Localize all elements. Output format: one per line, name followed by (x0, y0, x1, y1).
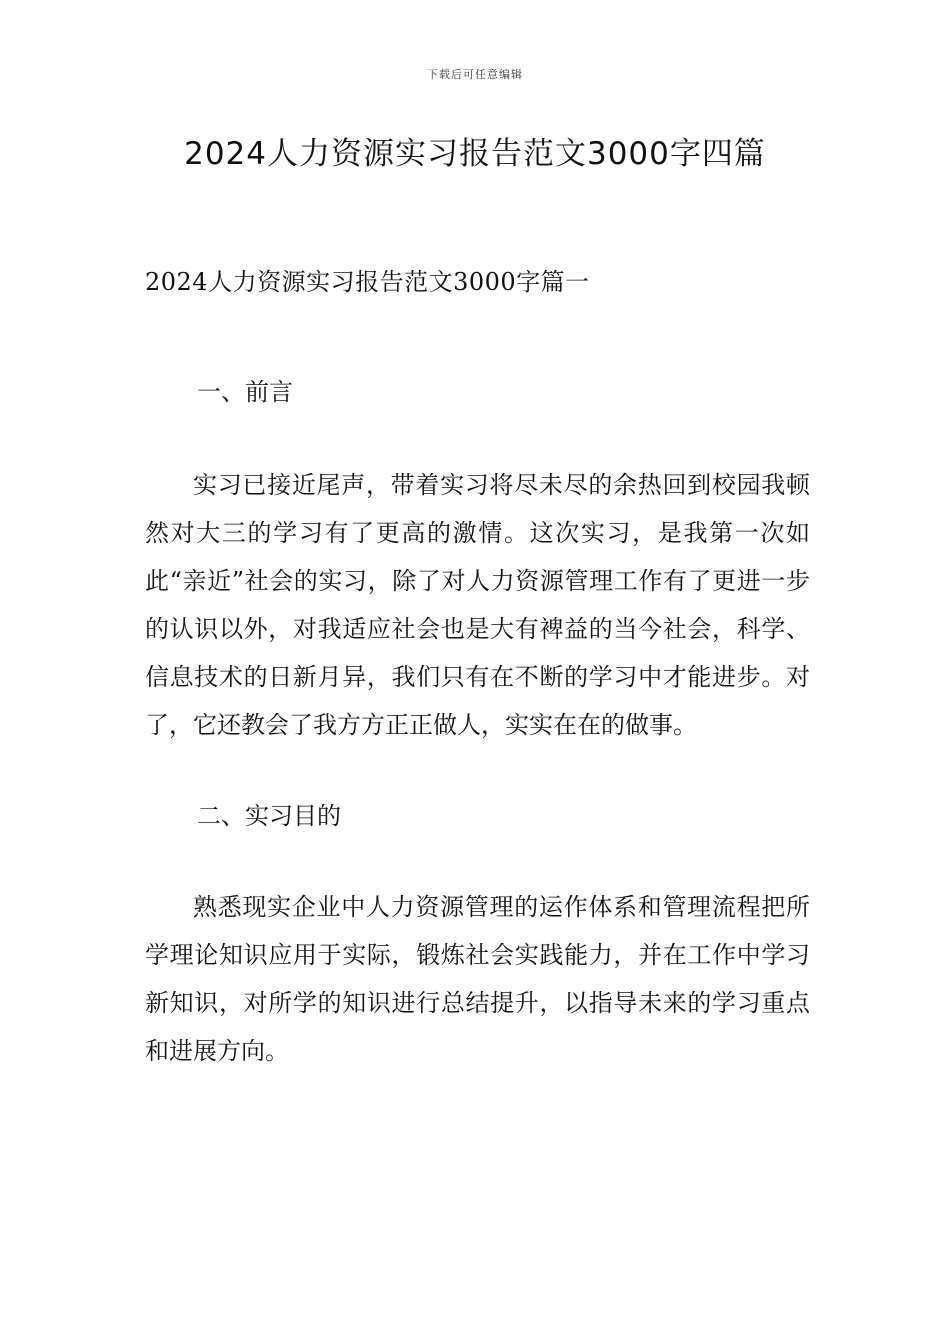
spacer (145, 749, 810, 792)
spacer (145, 840, 810, 883)
section-heading-preface: 一、前言 (197, 378, 293, 406)
document-title: 2024人力资源实习报告范文3000字四篇 (184, 136, 766, 172)
spacer (145, 416, 810, 461)
section-heading-purpose: 二、实习目的 (197, 802, 341, 830)
spacer (145, 306, 810, 368)
header-note: 下载后可任意编辑 (427, 68, 523, 81)
part-title: 2024人力资源实习报告范文3000字篇一 (145, 268, 590, 296)
paragraph-purpose: 熟悉现实企业中人力资源管理的运作体系和管理流程把所学理论知识应用于实际，锻炼社会实践能力，并在工作中学习新知识，对所学的知识进行总结提升，以指导未来的学习重点和进展方向。 (145, 893, 810, 1065)
paragraph-preface: 实习已接近尾声，带着实习将尽未尽的余热回到校园我顿然对大三的学习有了更高的激情。这次实习，是我第一次如此“亲近”社会的实习，除了对人力资源管理工作有了更进一步的认识以外，对我适应社会也是大有裨益的当今社会，科学、信息技术的日新月异，我们只有在不断的学习中才能进步。对了，它还教会了我方方正正做人，实实在在的做事。 (145, 471, 810, 739)
document-body (145, 258, 810, 1075)
